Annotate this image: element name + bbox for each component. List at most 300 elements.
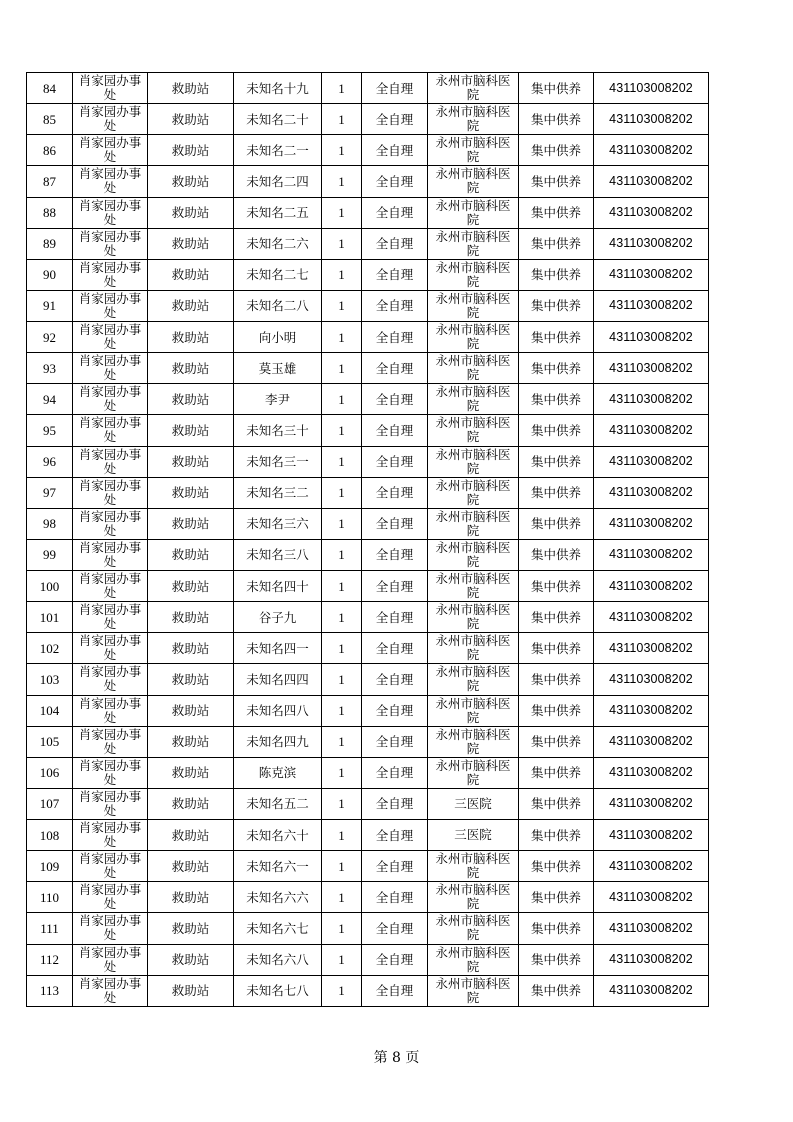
cell-row-index — [27, 757, 73, 788]
cell-office-name — [73, 788, 148, 819]
cell-hospital-name — [428, 384, 519, 415]
cell-count — [322, 508, 362, 539]
row-index-text: 93 — [43, 360, 56, 376]
cell-person-name — [234, 975, 322, 1006]
cell-area-code — [594, 104, 709, 135]
cell-office-name — [73, 913, 148, 944]
cell-support-type — [519, 571, 594, 602]
cell-support-type — [519, 664, 594, 695]
area-code-text: 431103008202 — [609, 640, 693, 655]
row-index-text: 100 — [39, 578, 60, 594]
cell-person-name — [234, 415, 322, 446]
support-type-text: 集中供养 — [530, 298, 581, 314]
care-type-text: 全自理 — [375, 111, 414, 127]
cell-row-index — [27, 975, 73, 1006]
person-name-text: 未知名二五 — [246, 205, 309, 221]
hospital-name-text: 三医院 — [454, 795, 492, 811]
cell-person-name — [234, 695, 322, 726]
office-name-text: 肖家园办事处 — [78, 508, 142, 538]
cell-hospital-name — [428, 73, 519, 104]
cell-count — [322, 851, 362, 882]
care-type-text: 全自理 — [375, 173, 414, 189]
table-row — [27, 384, 709, 415]
hospital-name-text: 永州市脑科医院 — [435, 384, 511, 414]
source-unit-text: 救助站 — [171, 267, 210, 283]
cell-person-name — [234, 820, 322, 851]
row-index-text: 111 — [40, 920, 59, 936]
area-code-text: 431103008202 — [609, 671, 693, 686]
cell-count — [322, 975, 362, 1006]
care-type-text: 全自理 — [375, 485, 414, 501]
cell-support-type — [519, 135, 594, 166]
cell-row-index — [27, 571, 73, 602]
cell-count — [322, 757, 362, 788]
table-row — [27, 135, 709, 166]
table-row — [27, 571, 709, 602]
cell-count — [322, 415, 362, 446]
hospital-name-text: 永州市脑科医院 — [435, 851, 511, 881]
count-text: 1 — [338, 547, 345, 563]
cell-count — [322, 322, 362, 353]
cell-hospital-name — [428, 415, 519, 446]
cell-row-index — [27, 508, 73, 539]
care-type-text: 全自理 — [375, 703, 414, 719]
cell-row-index — [27, 135, 73, 166]
support-type-text: 集中供养 — [530, 205, 581, 221]
cell-office-name — [73, 353, 148, 384]
source-unit-text: 救助站 — [171, 671, 210, 687]
cell-office-name — [73, 415, 148, 446]
source-unit-text: 救助站 — [171, 983, 210, 999]
person-name-text: 未知名四四 — [246, 671, 309, 687]
area-code-text: 431103008202 — [609, 236, 693, 251]
cell-office-name — [73, 446, 148, 477]
count-text: 1 — [338, 578, 345, 594]
cell-area-code — [594, 571, 709, 602]
cell-area-code — [594, 228, 709, 259]
cell-care-type — [362, 539, 428, 570]
hospital-name-text: 永州市脑科医院 — [435, 726, 511, 756]
cell-care-type — [362, 166, 428, 197]
cell-care-type — [362, 602, 428, 633]
source-unit-text: 救助站 — [171, 360, 210, 376]
cell-row-index — [27, 446, 73, 477]
cell-count — [322, 882, 362, 913]
support-type-text: 集中供养 — [530, 267, 581, 283]
cell-area-code — [594, 602, 709, 633]
cell-area-code — [594, 415, 709, 446]
table-row — [27, 353, 709, 384]
person-name-text: 未知名三二 — [246, 485, 309, 501]
count-text: 1 — [338, 329, 345, 345]
person-name-text: 未知名六八 — [246, 952, 309, 968]
area-code-text: 431103008202 — [609, 485, 693, 500]
row-index-text: 109 — [39, 858, 60, 874]
care-type-text: 全自理 — [375, 858, 414, 874]
care-type-text: 全自理 — [375, 952, 414, 968]
count-text: 1 — [338, 609, 345, 625]
care-type-text: 全自理 — [375, 640, 414, 656]
cell-care-type — [362, 882, 428, 913]
cell-hospital-name — [428, 197, 519, 228]
hospital-name-text: 永州市脑科医院 — [435, 882, 511, 912]
area-code-text: 431103008202 — [609, 80, 693, 95]
person-name-text: 未知名三八 — [246, 547, 309, 563]
cell-source-unit — [148, 633, 234, 664]
cell-count — [322, 695, 362, 726]
cell-care-type — [362, 944, 428, 975]
office-name-text: 肖家园办事处 — [78, 290, 142, 320]
care-type-text: 全自理 — [375, 983, 414, 999]
person-name-text: 未知名四九 — [246, 734, 309, 750]
cell-area-code — [594, 788, 709, 819]
count-text: 1 — [338, 889, 345, 905]
area-code-text: 431103008202 — [609, 952, 693, 967]
cell-area-code — [594, 353, 709, 384]
support-type-text: 集中供养 — [530, 236, 581, 252]
person-name-text: 陈克滨 — [258, 765, 297, 781]
area-code-text: 431103008202 — [609, 609, 693, 624]
cell-person-name — [234, 633, 322, 664]
table-row — [27, 851, 709, 882]
cell-office-name — [73, 757, 148, 788]
cell-person-name — [234, 228, 322, 259]
count-text: 1 — [338, 671, 345, 687]
cell-hospital-name — [428, 259, 519, 290]
count-text: 1 — [338, 111, 345, 127]
person-name-text: 未知名六六 — [246, 889, 309, 905]
cell-care-type — [362, 290, 428, 321]
office-name-text: 肖家园办事处 — [78, 73, 142, 103]
care-type-text: 全自理 — [375, 329, 414, 345]
cell-support-type — [519, 322, 594, 353]
support-type-text: 集中供养 — [530, 173, 581, 189]
cell-area-code — [594, 913, 709, 944]
cell-area-code — [594, 633, 709, 664]
office-name-text: 肖家园办事处 — [78, 975, 142, 1005]
cell-support-type — [519, 539, 594, 570]
cell-office-name — [73, 539, 148, 570]
source-unit-text: 救助站 — [171, 516, 210, 532]
count-text: 1 — [338, 267, 345, 283]
cell-office-name — [73, 820, 148, 851]
cell-care-type — [362, 820, 428, 851]
hospital-name-text: 永州市脑科医院 — [435, 664, 511, 694]
table-row — [27, 104, 709, 135]
count-text: 1 — [338, 236, 345, 252]
hospital-name-text: 永州市脑科医院 — [435, 197, 511, 227]
care-type-text: 全自理 — [375, 609, 414, 625]
care-type-text: 全自理 — [375, 796, 414, 812]
hospital-name-text: 永州市脑科医院 — [435, 975, 511, 1005]
hospital-name-text: 永州市脑科医院 — [435, 757, 511, 787]
hospital-name-text: 永州市脑科医院 — [435, 73, 511, 103]
support-type-text: 集中供养 — [530, 454, 581, 470]
area-code-text: 431103008202 — [609, 173, 693, 188]
cell-person-name — [234, 259, 322, 290]
table-row — [27, 290, 709, 321]
care-type-text: 全自理 — [375, 454, 414, 470]
cell-source-unit — [148, 166, 234, 197]
office-name-text: 肖家园办事处 — [78, 695, 142, 725]
table-row — [27, 913, 709, 944]
row-index-text: 110 — [39, 889, 60, 905]
count-text: 1 — [338, 173, 345, 189]
cell-office-name — [73, 384, 148, 415]
cell-hospital-name — [428, 882, 519, 913]
cell-area-code — [594, 73, 709, 104]
care-type-text: 全自理 — [375, 80, 414, 96]
care-type-text: 全自理 — [375, 360, 414, 376]
count-text: 1 — [338, 640, 345, 656]
person-name-text: 未知名三一 — [246, 454, 309, 470]
cell-support-type — [519, 820, 594, 851]
cell-count — [322, 197, 362, 228]
table-row — [27, 944, 709, 975]
count-text: 1 — [338, 298, 345, 314]
table-row — [27, 664, 709, 695]
cell-support-type — [519, 197, 594, 228]
cell-count — [322, 228, 362, 259]
count-text: 1 — [338, 422, 345, 438]
cell-row-index — [27, 913, 73, 944]
row-index-text: 87 — [43, 173, 56, 189]
source-unit-text: 救助站 — [171, 111, 210, 127]
cell-count — [322, 290, 362, 321]
cell-row-index — [27, 166, 73, 197]
row-index-text: 92 — [43, 329, 56, 345]
hospital-name-text: 永州市脑科医院 — [435, 415, 511, 445]
cell-support-type — [519, 633, 594, 664]
row-index-text: 103 — [39, 671, 60, 687]
cell-row-index — [27, 104, 73, 135]
table-row — [27, 788, 709, 819]
cell-office-name — [73, 228, 148, 259]
row-index-text: 96 — [43, 454, 56, 470]
source-unit-text: 救助站 — [171, 422, 210, 438]
cell-area-code — [594, 539, 709, 570]
row-index-text: 107 — [39, 796, 60, 812]
care-type-text: 全自理 — [375, 298, 414, 314]
office-name-text: 肖家园办事处 — [78, 757, 142, 787]
row-index-text: 101 — [39, 609, 60, 625]
area-code-text: 431103008202 — [609, 578, 693, 593]
cell-row-index — [27, 477, 73, 508]
cell-care-type — [362, 259, 428, 290]
cell-office-name — [73, 322, 148, 353]
cell-row-index — [27, 944, 73, 975]
cell-area-code — [594, 851, 709, 882]
cell-source-unit — [148, 322, 234, 353]
care-type-text: 全自理 — [375, 236, 414, 252]
hospital-name-text: 永州市脑科医院 — [435, 228, 511, 258]
care-type-text: 全自理 — [375, 267, 414, 283]
support-type-text: 集中供养 — [530, 391, 581, 407]
row-index-text: 90 — [43, 267, 56, 283]
cell-care-type — [362, 695, 428, 726]
row-index-text: 97 — [43, 485, 56, 501]
source-unit-text: 救助站 — [171, 609, 210, 625]
area-code-text: 431103008202 — [609, 703, 693, 718]
support-type-text: 集中供养 — [530, 422, 581, 438]
office-name-text: 肖家园办事处 — [78, 851, 142, 881]
cell-source-unit — [148, 851, 234, 882]
office-name-text: 肖家园办事处 — [78, 259, 142, 289]
cell-care-type — [362, 508, 428, 539]
cell-row-index — [27, 415, 73, 446]
area-code-text: 431103008202 — [609, 765, 693, 780]
cell-support-type — [519, 757, 594, 788]
care-type-text: 全自理 — [375, 671, 414, 687]
cell-row-index — [27, 73, 73, 104]
count-text: 1 — [338, 952, 345, 968]
cell-area-code — [594, 259, 709, 290]
support-type-text: 集中供养 — [530, 329, 581, 345]
cell-person-name — [234, 197, 322, 228]
table-row — [27, 539, 709, 570]
cell-hospital-name — [428, 228, 519, 259]
cell-source-unit — [148, 508, 234, 539]
row-index-text: 99 — [43, 547, 56, 563]
cell-count — [322, 446, 362, 477]
cell-count — [322, 384, 362, 415]
area-code-text: 431103008202 — [609, 796, 693, 811]
cell-count — [322, 944, 362, 975]
cell-office-name — [73, 73, 148, 104]
hospital-name-text: 永州市脑科医院 — [435, 135, 511, 165]
office-name-text: 肖家园办事处 — [78, 384, 142, 414]
source-unit-text: 救助站 — [171, 734, 210, 750]
count-text: 1 — [338, 983, 345, 999]
cell-person-name — [234, 322, 322, 353]
office-name-text: 肖家园办事处 — [78, 664, 142, 694]
cell-count — [322, 539, 362, 570]
hospital-name-text: 永州市脑科医院 — [435, 104, 511, 134]
person-name-text: 未知名十九 — [246, 80, 309, 96]
support-type-text: 集中供养 — [530, 858, 581, 874]
support-type-text: 集中供养 — [530, 889, 581, 905]
cell-support-type — [519, 290, 594, 321]
person-name-text: 未知名二六 — [246, 236, 309, 252]
cell-care-type — [362, 353, 428, 384]
cell-care-type — [362, 757, 428, 788]
cell-person-name — [234, 290, 322, 321]
count-text: 1 — [338, 796, 345, 812]
support-type-text: 集中供养 — [530, 983, 581, 999]
cell-office-name — [73, 290, 148, 321]
cell-area-code — [594, 322, 709, 353]
cell-office-name — [73, 508, 148, 539]
cell-office-name — [73, 851, 148, 882]
support-type-text: 集中供养 — [530, 516, 581, 532]
table-row — [27, 73, 709, 104]
cell-source-unit — [148, 446, 234, 477]
cell-hospital-name — [428, 135, 519, 166]
count-text: 1 — [338, 142, 345, 158]
count-text: 1 — [338, 703, 345, 719]
cell-hospital-name — [428, 446, 519, 477]
office-name-text: 肖家园办事处 — [78, 539, 142, 569]
count-text: 1 — [338, 858, 345, 874]
cell-source-unit — [148, 477, 234, 508]
person-name-text: 未知名七八 — [246, 983, 309, 999]
person-name-text: 未知名三六 — [246, 516, 309, 532]
cell-hospital-name — [428, 788, 519, 819]
row-index-text: 113 — [39, 983, 60, 999]
cell-support-type — [519, 104, 594, 135]
cell-person-name — [234, 913, 322, 944]
area-code-text: 431103008202 — [609, 920, 693, 935]
hospital-name-text: 三医院 — [454, 827, 492, 843]
cell-office-name — [73, 197, 148, 228]
support-type-text: 集中供养 — [530, 142, 581, 158]
cell-source-unit — [148, 913, 234, 944]
cell-office-name — [73, 166, 148, 197]
cell-area-code — [594, 166, 709, 197]
cell-source-unit — [148, 788, 234, 819]
cell-care-type — [362, 571, 428, 602]
table-row — [27, 633, 709, 664]
source-unit-text: 救助站 — [171, 329, 210, 345]
area-code-text: 431103008202 — [609, 360, 693, 375]
table-row — [27, 166, 709, 197]
cell-person-name — [234, 571, 322, 602]
cell-care-type — [362, 415, 428, 446]
cell-source-unit — [148, 259, 234, 290]
cell-hospital-name — [428, 757, 519, 788]
count-text: 1 — [338, 734, 345, 750]
count-text: 1 — [338, 205, 345, 221]
cell-area-code — [594, 695, 709, 726]
cell-support-type — [519, 726, 594, 757]
source-unit-text: 救助站 — [171, 578, 210, 594]
cell-source-unit — [148, 228, 234, 259]
cell-support-type — [519, 695, 594, 726]
cell-row-index — [27, 228, 73, 259]
cell-care-type — [362, 913, 428, 944]
cell-source-unit — [148, 695, 234, 726]
person-name-text: 未知名二七 — [246, 267, 309, 283]
cell-person-name — [234, 166, 322, 197]
cell-care-type — [362, 228, 428, 259]
person-name-text: 未知名五二 — [246, 796, 309, 812]
cell-office-name — [73, 664, 148, 695]
source-unit-text: 救助站 — [171, 703, 210, 719]
person-name-text: 未知名二八 — [246, 298, 309, 314]
source-unit-text: 救助站 — [171, 485, 210, 501]
row-index-text: 98 — [43, 516, 56, 532]
cell-source-unit — [148, 757, 234, 788]
cell-source-unit — [148, 104, 234, 135]
count-text: 1 — [338, 454, 345, 470]
area-code-text: 431103008202 — [609, 329, 693, 344]
person-name-text: 未知名四八 — [246, 703, 309, 719]
cell-hospital-name — [428, 322, 519, 353]
cell-hospital-name — [428, 975, 519, 1006]
office-name-text: 肖家园办事处 — [78, 477, 142, 507]
cell-care-type — [362, 73, 428, 104]
cell-person-name — [234, 73, 322, 104]
row-index-text: 102 — [39, 640, 60, 656]
cell-person-name — [234, 384, 322, 415]
office-name-text: 肖家园办事处 — [78, 820, 142, 850]
care-type-text: 全自理 — [375, 920, 414, 936]
care-type-text: 全自理 — [375, 547, 414, 563]
source-unit-text: 救助站 — [171, 858, 210, 874]
cell-care-type — [362, 975, 428, 1006]
hospital-name-text: 永州市脑科医院 — [435, 633, 511, 663]
office-name-text: 肖家园办事处 — [78, 353, 142, 383]
